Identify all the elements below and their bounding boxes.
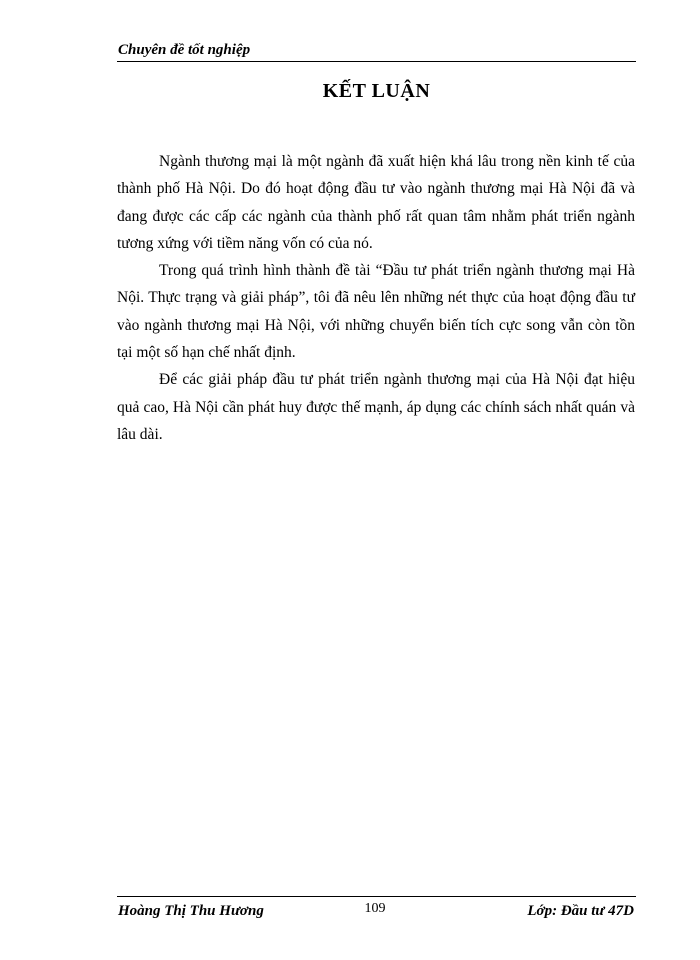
document-title: KẾT LUẬN [322, 80, 431, 102]
document-body [117, 148, 635, 448]
page-number: 109 [364, 901, 386, 916]
page-header-title: Chuyên đề tốt nghiệp [118, 42, 251, 58]
paragraph-2: Trong quá trình hình thành đề tài “Đầu tư phát triển ngành thương mại Hà Nội. Thực trạng và giải pháp”, tôi đã nêu lên những nét thực của hoạt động đầu tư vào ngành thương mại Hà Nội, với những chuyển biến tích cực song vẫn còn tồn tại một số hạn chế nhất định. [117, 262, 635, 362]
paragraph-1: Ngành thương mại là một ngành đã xuất hiện khá lâu trong nền kinh tế của thành phố Hà Nội. Do đó hoạt động đầu tư vào ngành thương mại Hà Nội đã và đang được các cấp các ngành của thành phố rất quan tâm nhằm phát triển ngành tương xứng với tiềm năng vốn có của nó. [117, 153, 635, 252]
paragraph-3: Để các giải pháp đầu tư phát triển ngành thương mại của Hà Nội đạt hiệu quả cao, Hà Nội cần phát huy được thế mạnh, áp dụng các chính sách nhất quán và lâu dài. [117, 371, 635, 443]
footer-author: Hoàng Thị Thu Hương [118, 903, 264, 919]
footer-divider [117, 896, 636, 897]
footer-class-label: Lớp: Đầu tư 47D [527, 903, 634, 919]
header-divider [117, 61, 636, 62]
